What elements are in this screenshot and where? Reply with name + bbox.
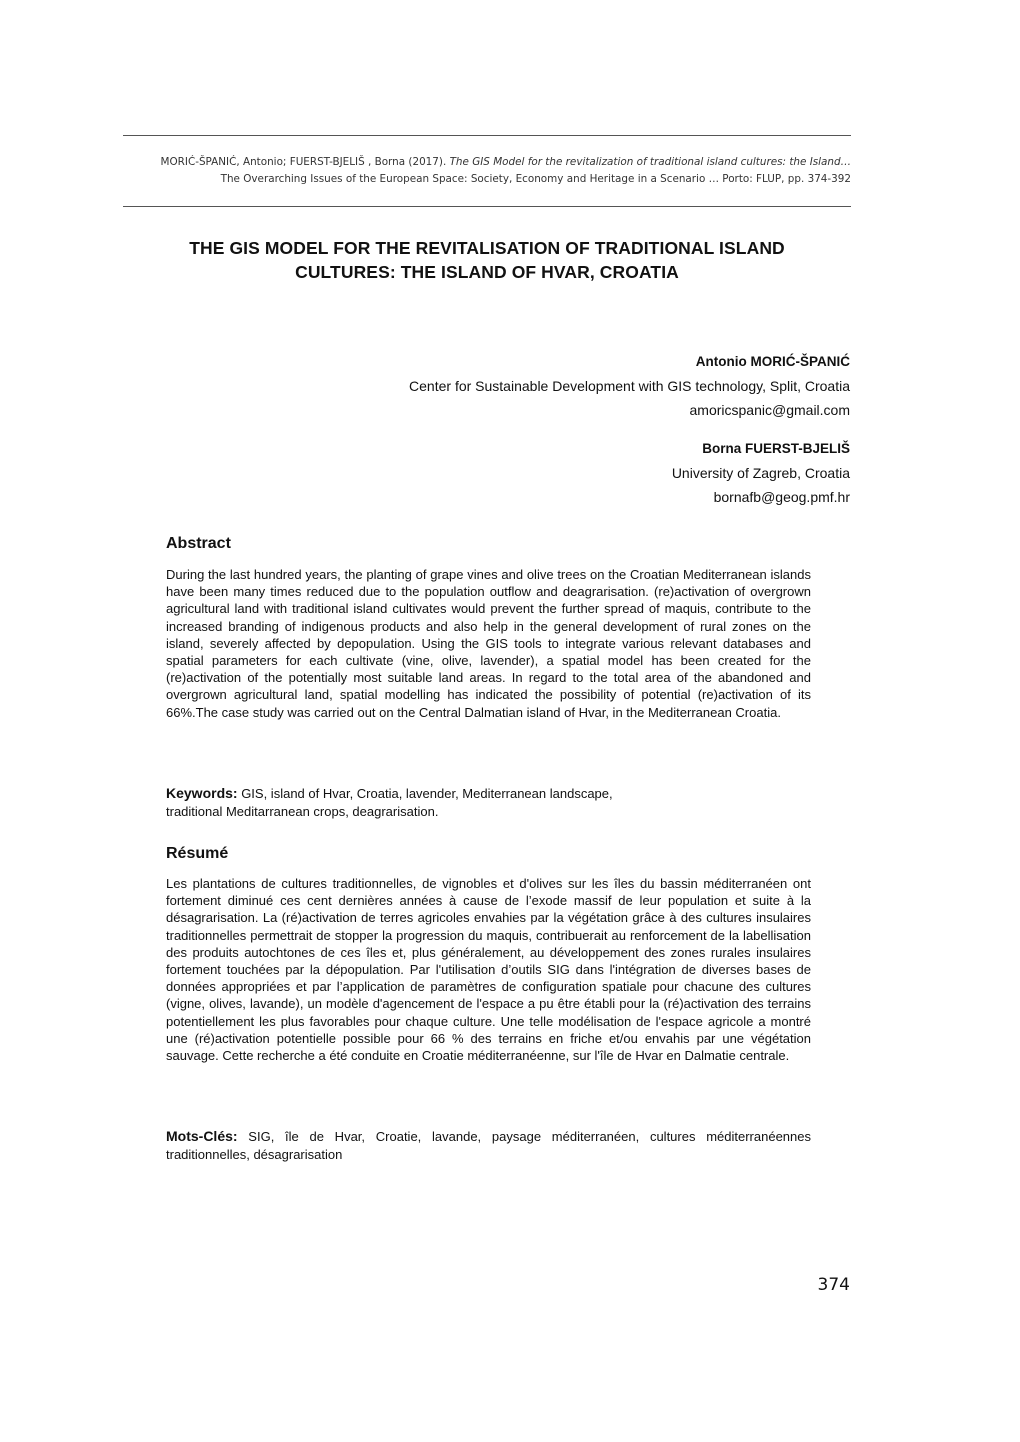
abstract-heading: Abstract (166, 535, 231, 552)
keywords-line-1: GIS, island of Hvar, Croatia, lavender, Mediterranean landscape, (237, 786, 613, 801)
citation-title: The GIS Model for the revitalization of traditional island cultures: the Island… (449, 156, 851, 168)
author-name: Borna FUERST-BJELIŠ (702, 441, 850, 456)
author-affiliation: University of Zagreb, Croatia (671, 465, 850, 481)
author-name: Antonio MORIĆ-ŠPANIĆ (695, 354, 850, 369)
paper-title (120, 236, 854, 284)
resume-heading: Résumé (166, 845, 229, 862)
abstract-text: During the last hundred years, the planting of grape vines and olive trees on the Croatian Mediterranean islands have been many times reduced due to the population outflow and deagrarisation. (re)activation of overgrown agricultural land with traditional island cultivates would prevent the further spread of maquis, contribute to the increased branding of indigenous products and also help in the general development of rural zones on the island, severely affected by depopulation. Using the GIS tools to integrate various relevant databases and spatial parameters for each cultivate (vine, olive, lavender), a spatial model has been created for the (re)activation of the potentially most suitable land areas. In regard to the total area of the abandoned and overgrown agricultural land, spatial modelling has indicated the possibility of potential (re)activation of its 66%.The case study was carried out on the Central Dalmatian island of Hvar, in the Mediterranean Croatia. (166, 567, 811, 720)
author-block-2 (672, 437, 850, 509)
header-rule-top (123, 135, 851, 136)
paper-title-line-1: THE GIS MODEL FOR THE REVITALISATION OF TRADITIONAL ISLAND (189, 238, 785, 258)
keywords-line-2: traditional Meditarranean crops, deagrarisation. (166, 803, 439, 819)
mots-cles-label: Mots-Clés: (166, 1128, 238, 1144)
keywords-label: Keywords: (166, 785, 238, 801)
citation-authors: MORIĆ-ŠPANIĆ, Antonio; FUERST-BJELIŠ , Borna (2017). (160, 156, 450, 168)
citation-line-1 (123, 154, 851, 171)
keywords (166, 785, 706, 820)
header-rule-bottom (123, 206, 851, 207)
page-number: 374 (817, 1275, 850, 1295)
mots-cles-text: SIG, île de Hvar, Croatie, lavande, paysage méditerranéen, cultures méditerranéennes traditionnelles, désagrarisation (166, 1129, 811, 1162)
author-affiliation: Center for Sustainable Development with GIS technology, Split, Croatia (409, 378, 850, 394)
paper-title-line-2: CULTURES: THE ISLAND OF HVAR, CROATIA (295, 262, 679, 282)
mots-cles (166, 1128, 811, 1163)
author-block-1 (409, 350, 850, 422)
author-email: bornafb@geog.pmf.hr (713, 489, 850, 505)
citation-header (123, 154, 851, 188)
resume-text: Les plantations de cultures traditionnelles, de vignobles et d'olives sur les îles du bassin méditerranéen ont fortement diminué ces cent dernières années à cause de l’exode massif de leur population et suite à la désagrarisation. La (ré)activation de terres agricoles envahies par la végétation grâce à des cultures insulaires traditionnelles permettrait de stopper la progression du maquis, contribuerait au renforcement de la labellisation des produits autochtones de ces îles et, plus généralement, au développement des zones rurales insulaires fortement touchées par la dépopulation. Par l'utilisation d’outils SIG dans l'intégration de diverses bases de données appropriées et par l’application de paramètres de configuration spatiale pour chacune des cultures (vigne, olives, lavande), un modèle d'agencement de l'espace a pu être établi pour la (ré)activation des terrains potentiellement les plus favorables pour chaque culture. Une telle modélisation de l'espace agricole a montré une (ré)activation potentielle possible pour 66 % des terrains en friche et/ou envahis par une végétation sauvage. Cette recherche a été conduite en Croatie méditerranéenne, sur l'île de Hvar en Dalmatie centrale. (166, 876, 811, 1064)
citation-line-2: The Overarching Issues of the European Space: Society, Economy and Heritage in a Scenario … Porto: FLUP, pp. 374-392 (220, 173, 851, 185)
author-email: amoricspanic@gmail.com (689, 402, 850, 418)
